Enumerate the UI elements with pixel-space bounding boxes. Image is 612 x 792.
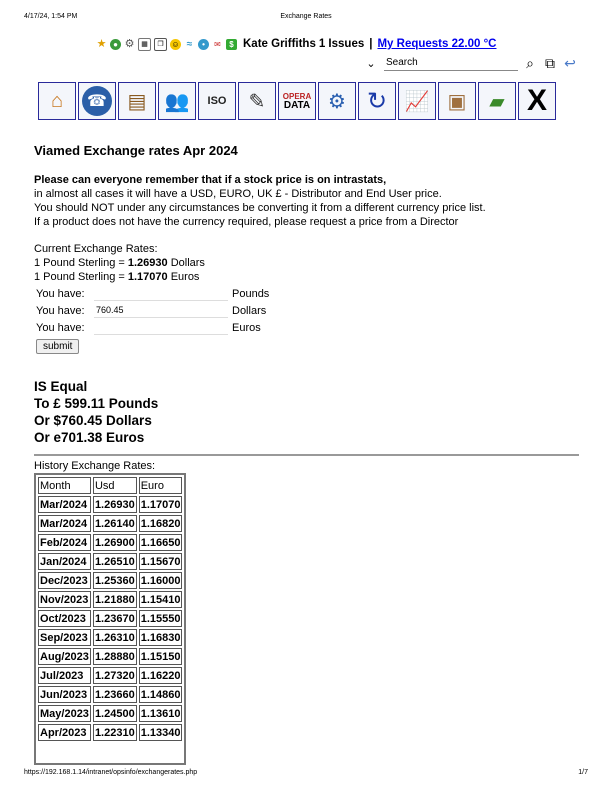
usd-cell: 1.26310 xyxy=(93,629,137,646)
wifi-icon[interactable]: ≈ xyxy=(186,38,193,50)
month-cell: Mar/2024 xyxy=(38,515,91,532)
reports-icon[interactable]: 📈 xyxy=(398,82,436,120)
table-row xyxy=(38,610,182,627)
table-row xyxy=(38,496,182,513)
main-toolbar xyxy=(38,82,556,120)
currency-notice xyxy=(34,173,579,229)
euro-cell: 1.15410 xyxy=(139,591,183,608)
month-cell: Nov/2023 xyxy=(38,591,91,608)
table-row xyxy=(38,553,182,570)
converter-form xyxy=(34,285,271,336)
history-body xyxy=(38,496,182,761)
page-url: https://192.168.1.14/intranet/opsinfo/exchangerates.php xyxy=(24,769,198,776)
usd-cell: 1.26900 xyxy=(93,534,137,551)
column-header: Month xyxy=(38,477,91,494)
pounds-input[interactable] xyxy=(94,287,228,301)
settings-gear-icon[interactable]: ⚙ xyxy=(318,82,356,120)
converter-unit: Dollars xyxy=(232,304,267,317)
current-rates xyxy=(34,242,579,284)
print-title: Exchange Rates xyxy=(280,13,332,20)
notice-line-2: in almost all cases it will have a USD, EURO, UK £ - Distributor and End User price. xyxy=(34,188,442,200)
usd-cell: 1.26930 xyxy=(93,496,137,513)
users-icon[interactable]: 👥 xyxy=(158,82,196,120)
notice-line-1: Please can everyone remember that if a stock price is on intrastats, xyxy=(34,174,387,186)
star-icon[interactable]: ★ xyxy=(96,37,107,50)
table-row xyxy=(38,629,182,646)
converter-row-pounds xyxy=(34,285,271,302)
column-header: Usd xyxy=(93,477,137,494)
euro-cell: 1.16830 xyxy=(139,629,183,646)
month-cell: Mar/2024 xyxy=(38,496,91,513)
notes-icon[interactable]: ✎ xyxy=(238,82,276,120)
divider xyxy=(34,454,579,456)
print-footer xyxy=(24,769,588,779)
magnifier-icon[interactable]: ⌕ xyxy=(526,54,534,71)
result-line-3: Or $760.45 Dollars xyxy=(34,413,152,428)
month-cell: Oct/2023 xyxy=(38,610,91,627)
usd-cell: 1.21880 xyxy=(93,591,137,608)
euro-cell: 1.16000 xyxy=(139,572,183,589)
dollars-input[interactable] xyxy=(94,304,228,318)
month-cell: Feb/2024 xyxy=(38,534,91,551)
history-header-row xyxy=(38,477,182,494)
green-status-icon[interactable]: ● xyxy=(110,39,121,50)
back-arrow-icon[interactable]: ↩ xyxy=(564,54,576,71)
submit-button[interactable]: submit xyxy=(36,339,79,354)
usd-cell: 1.26510 xyxy=(93,553,137,570)
my-requests-link[interactable]: My Requests 22.00 °C xyxy=(377,38,497,50)
print-header xyxy=(24,13,588,23)
month-cell: Jan/2024 xyxy=(38,553,91,570)
usd-cell: 1.27320 xyxy=(93,667,137,684)
home-icon[interactable]: ⌂ xyxy=(38,82,76,120)
search-row xyxy=(362,54,578,72)
month-cell: Jun/2023 xyxy=(38,686,91,703)
euro-cell: 1.16820 xyxy=(139,515,183,532)
notice-line-4: If a product does not have the currency required, please request a price from a Director xyxy=(34,216,459,228)
copy-icon[interactable]: ❐ xyxy=(154,38,167,51)
converter-label: You have: xyxy=(36,287,85,300)
converter-unit: Pounds xyxy=(232,287,270,300)
result-line-4: Or e701.38 Euros xyxy=(34,430,145,445)
top-status-bar xyxy=(96,36,496,52)
month-cell: Apr/2023 xyxy=(38,724,91,741)
issues-count[interactable]: 1 Issues xyxy=(318,38,365,50)
converter-unit: Euros xyxy=(232,321,261,334)
gear-icon[interactable]: ⚙ xyxy=(124,37,135,50)
table-spacer-row xyxy=(38,743,182,761)
current-rates-label: Current Exchange Rates: xyxy=(34,243,158,255)
usd-rate: 1 Pound Sterling = 1.26930 Dollars xyxy=(34,257,205,269)
euro-cell: 1.16650 xyxy=(139,534,183,551)
result-line-1: IS Equal xyxy=(34,379,88,394)
month-cell: Jul/2023 xyxy=(38,667,91,684)
usd-cell: 1.26140 xyxy=(93,515,137,532)
usd-cell: 1.22310 xyxy=(93,724,137,741)
month-cell: May/2023 xyxy=(38,705,91,722)
mail-icon[interactable]: ✉ xyxy=(214,39,221,49)
table-row xyxy=(38,572,182,589)
smiley-icon[interactable]: ☺ xyxy=(171,39,180,49)
table-row xyxy=(38,667,182,684)
month-cell: Aug/2023 xyxy=(38,648,91,665)
table-row xyxy=(38,705,182,722)
column-header: Euro xyxy=(139,477,183,494)
usd-cell: 1.23660 xyxy=(93,686,137,703)
main-content xyxy=(34,143,579,765)
search-input[interactable] xyxy=(384,56,518,71)
archive-icon[interactable]: ▤ xyxy=(118,82,156,120)
history-table xyxy=(34,473,186,765)
history-title: History Exchange Rates: xyxy=(34,460,156,472)
conversion-result xyxy=(34,378,579,446)
money-bag-icon[interactable]: $ xyxy=(226,39,237,50)
open-external-icon[interactable]: ⧉ xyxy=(545,54,555,71)
table-row xyxy=(38,591,182,608)
refresh-icon[interactable]: ↻ xyxy=(358,82,396,120)
usd-cell: 1.28880 xyxy=(93,648,137,665)
phone-icon[interactable]: ☎ xyxy=(78,82,116,120)
chat-icon[interactable]: • xyxy=(198,39,209,50)
opera-data-icon[interactable]: OPERA DATA xyxy=(278,82,316,120)
euro-cell: 1.15150 xyxy=(139,648,183,665)
converter-label: You have: xyxy=(36,321,85,334)
table-row xyxy=(38,515,182,532)
converter-row-dollars xyxy=(34,302,271,319)
result-line-2: To £ 599.11 Pounds xyxy=(34,396,159,411)
euro-cell: 1.14860 xyxy=(139,686,183,703)
chevron-down-icon[interactable]: ⌄ xyxy=(366,57,376,70)
close-icon[interactable]: X xyxy=(518,82,556,120)
print-date: 4/17/24, 1:54 PM xyxy=(24,13,78,20)
separator: | xyxy=(369,38,373,50)
euro-cell: 1.13610 xyxy=(139,705,183,722)
euro-cell: 1.15670 xyxy=(139,553,183,570)
iso-icon[interactable]: ISO xyxy=(198,82,236,120)
package-icon[interactable]: ▣ xyxy=(438,82,476,120)
euro-cell: 1.17070 xyxy=(139,496,183,513)
eur-rate: 1 Pound Sterling = 1.17070 Euros xyxy=(34,271,200,283)
page-number: 1/7 xyxy=(578,769,588,776)
page-title: Viamed Exchange rates Apr 2024 xyxy=(34,143,238,158)
table-row xyxy=(38,648,182,665)
month-cell: Sep/2023 xyxy=(38,629,91,646)
user-name: Kate Griffiths xyxy=(243,38,316,50)
usd-cell: 1.25360 xyxy=(93,572,137,589)
usd-cell: 1.24500 xyxy=(93,705,137,722)
table-row xyxy=(38,724,182,741)
grid-icon[interactable]: ▦ xyxy=(138,38,151,51)
table-row xyxy=(38,534,182,551)
usd-cell: 1.23670 xyxy=(93,610,137,627)
month-cell: Dec/2023 xyxy=(38,572,91,589)
converter-label: You have: xyxy=(36,304,85,317)
book-icon[interactable]: ▰ xyxy=(478,82,516,120)
converter-row-euros xyxy=(34,319,271,336)
euro-cell: 1.16220 xyxy=(139,667,183,684)
euros-input[interactable] xyxy=(94,321,228,335)
table-row xyxy=(38,686,182,703)
euro-cell: 1.15550 xyxy=(139,610,183,627)
notice-line-3: You should NOT under any circumstances be converting it from a different currency price list. xyxy=(34,202,486,214)
euro-cell: 1.13340 xyxy=(139,724,183,741)
